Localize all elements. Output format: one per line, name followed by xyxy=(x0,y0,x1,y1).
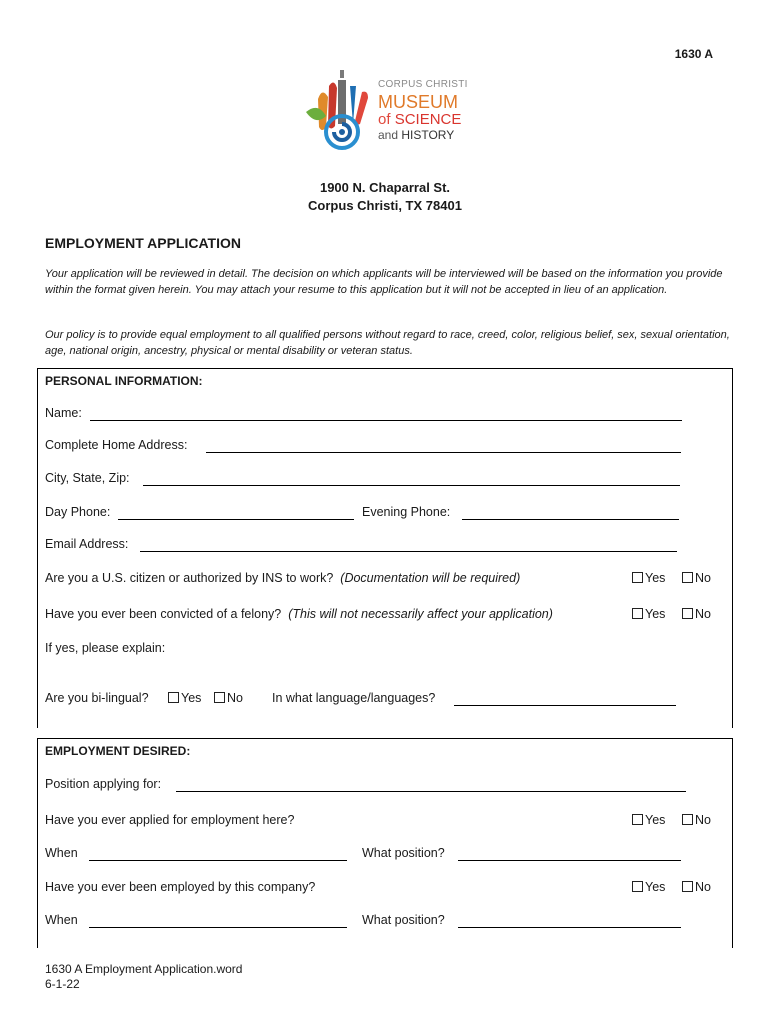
employed-question: Have you ever been employed by this company? xyxy=(45,880,316,894)
name-label: Name: xyxy=(45,406,82,420)
applied-yes-checkbox[interactable]: Yes xyxy=(632,813,665,827)
home-address-label: Complete Home Address: xyxy=(45,438,188,452)
footer-date: 6-1-22 xyxy=(45,977,80,991)
evening-phone-field[interactable] xyxy=(462,519,679,520)
email-label: Email Address: xyxy=(45,537,129,551)
logo-line-1: CORPUS CHRISTI xyxy=(378,79,468,90)
logo-line-4: and HISTORY xyxy=(378,128,455,142)
applied-position-field[interactable] xyxy=(458,860,681,861)
form-code: 1630 A xyxy=(674,47,713,61)
employment-heading: EMPLOYMENT DESIRED: xyxy=(45,744,191,758)
position-field[interactable] xyxy=(176,791,686,792)
bilingual-question: Are you bi-lingual? xyxy=(45,691,149,705)
name-field[interactable] xyxy=(90,420,682,421)
felony-yes-checkbox[interactable]: Yes xyxy=(632,607,665,621)
applied-when-field[interactable] xyxy=(89,860,347,861)
citizen-question: Are you a U.S. citizen or authorized by INS to work? (Documentation will be required) xyxy=(45,571,521,585)
applied-when-label: When xyxy=(45,846,78,860)
museum-logo-text xyxy=(378,80,468,141)
bilingual-yes-checkbox[interactable]: Yes xyxy=(168,691,201,705)
applied-position-label: What position? xyxy=(362,846,445,860)
employed-when-field[interactable] xyxy=(89,927,347,928)
language-field[interactable] xyxy=(454,705,676,706)
felony-no-checkbox[interactable]: No xyxy=(682,607,711,621)
home-address-field[interactable] xyxy=(206,452,681,453)
personal-heading: PERSONAL INFORMATION: xyxy=(45,374,203,388)
applied-no-checkbox[interactable]: No xyxy=(682,813,711,827)
explain-label: If yes, please explain: xyxy=(45,641,166,655)
footer-doc-name: 1630 A Employment Application.word xyxy=(45,962,243,976)
citizen-yes-checkbox[interactable]: Yes xyxy=(632,571,665,585)
language-label: In what language/languages? xyxy=(272,691,436,705)
employed-no-checkbox[interactable]: No xyxy=(682,880,711,894)
page-title: EMPLOYMENT APPLICATION xyxy=(45,235,241,251)
email-field[interactable] xyxy=(140,551,677,552)
employed-yes-checkbox[interactable]: Yes xyxy=(632,880,665,894)
employed-position-field[interactable] xyxy=(458,927,681,928)
citizen-no-checkbox[interactable]: No xyxy=(682,571,711,585)
personal-section-box xyxy=(37,368,733,728)
footer xyxy=(45,962,242,992)
logo-line-2: MUSEUM xyxy=(378,92,458,112)
city-state-zip-label: City, State, Zip: xyxy=(45,471,130,485)
day-phone-field[interactable] xyxy=(118,519,354,520)
bilingual-no-checkbox[interactable]: No xyxy=(214,691,243,705)
intro-paragraph: Your application will be reviewed in detail. The decision on which applicants will be interviewed will be based on the information you provide within the format given herein. You may attach your resume to this application but it will not be accepted in lieu of an application. xyxy=(45,268,723,296)
logo-line-3: of SCIENCE xyxy=(378,111,462,128)
day-phone-label: Day Phone: xyxy=(45,505,111,519)
address-street: 1900 N. Chaparral St. xyxy=(319,180,451,195)
position-label: Position applying for: xyxy=(45,777,162,791)
address-city: Corpus Christi, TX 78401 xyxy=(308,198,462,213)
policy-paragraph: Our policy is to provide equal employment to all qualified persons without regard to race, creed, color, religious belief, sex, sexual orientation, age, national origin, ancestry, physical or mental disability or veteran status. xyxy=(45,329,730,357)
felony-question: Have you ever been convicted of a felony? (This will not necessarily affect your application) xyxy=(45,607,553,621)
applied-question: Have you ever applied for employment here? xyxy=(45,813,295,827)
employed-position-label: What position? xyxy=(362,913,445,927)
evening-phone-label: Evening Phone: xyxy=(362,505,451,519)
city-state-zip-field[interactable] xyxy=(143,485,680,486)
employed-when-label: When xyxy=(45,913,78,927)
